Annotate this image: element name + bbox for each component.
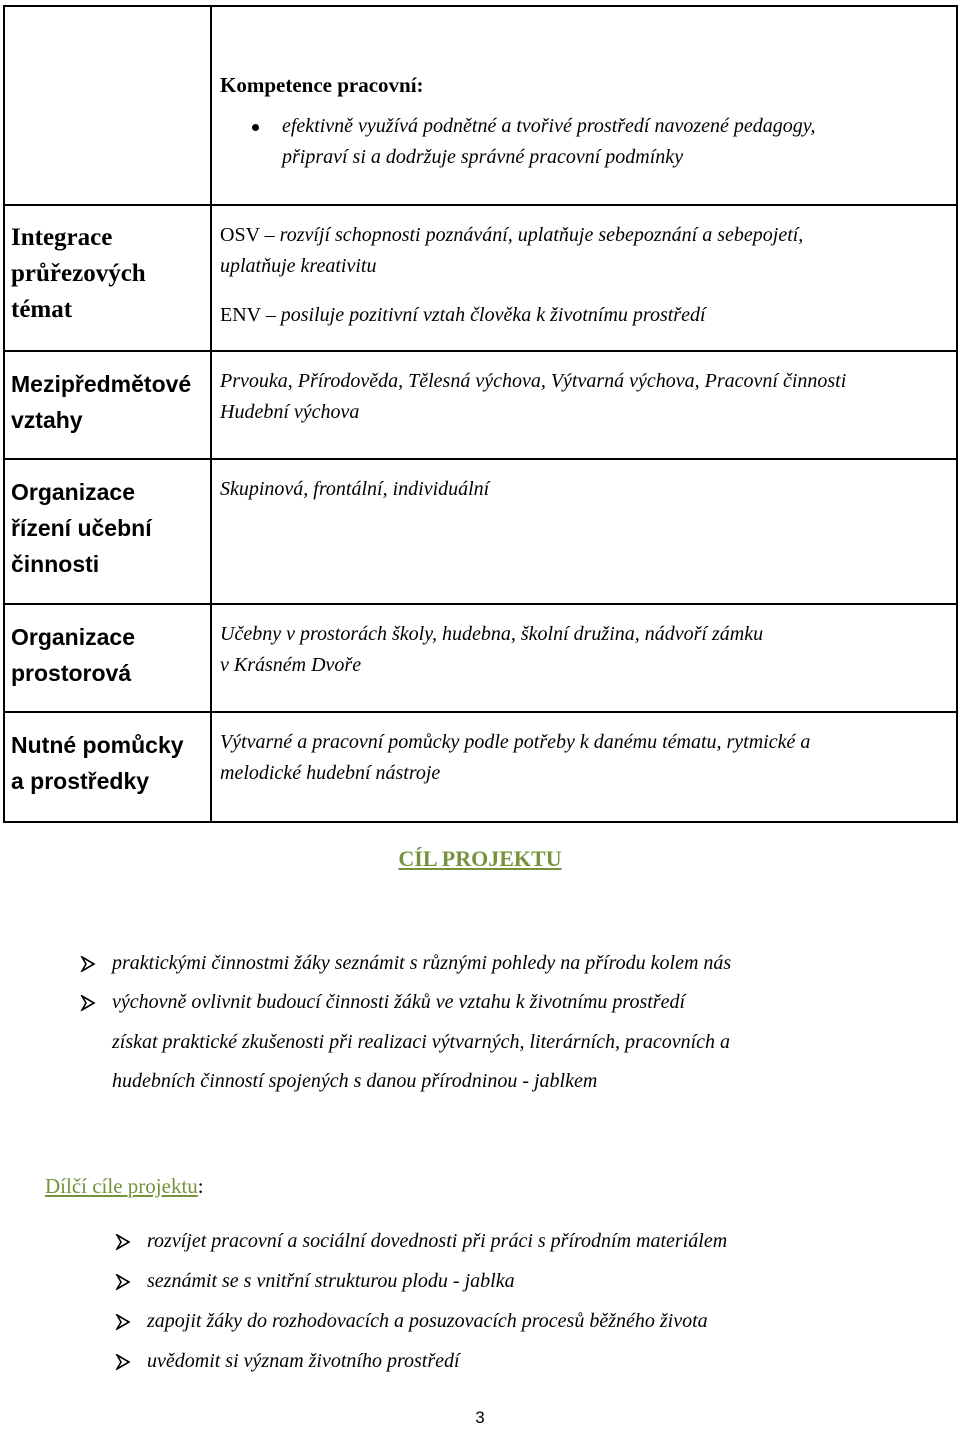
- bullet-dot-icon: [252, 124, 259, 131]
- partial-goal-item: seznámit se s vnitřní strukturou plodu - jablka: [147, 1270, 515, 1292]
- partial-goals-title: Dílčí cíle projektu:: [45, 1174, 204, 1198]
- table-row-organizace-rizeni: [4, 459, 957, 604]
- row-label-organizace-rizeni: Organizace řízení učební činnosti: [4, 459, 211, 604]
- row-value-organizace-prostorova: Učebny v prostorách školy, hudebna, školní družina, nádvoří zámku v Krásném Dvoře: [211, 604, 957, 712]
- row-value-integrace: OSV – rozvíjí schopnosti poznávání, uplatňuje sebepoznání a sebepojetí, uplatňuje kreativitu ENV – posiluje pozitivní vztah člověka k životnímu prostředí: [211, 205, 957, 351]
- arrow-bullet-icon: [115, 1234, 131, 1250]
- table-row-competence: [4, 6, 957, 205]
- row-label-pomucky: Nutné pomůcky a prostředky: [4, 712, 211, 822]
- project-goal-title: CÍL PROJEKTU: [398, 846, 562, 871]
- arrow-bullet-icon: [115, 1314, 131, 1330]
- arrow-bullet-icon: [115, 1354, 131, 1370]
- row-value-organizace-rizeni: Skupinová, frontální, individuální: [211, 459, 957, 604]
- table-row-organizace-prostorova: [4, 604, 957, 712]
- empty-label-cell: [4, 6, 211, 205]
- goal-item-continued: hudebních činností spojených s danou přírodninou - jablkem: [112, 1070, 598, 1092]
- curriculum-table: [3, 5, 958, 823]
- arrow-bullet-icon: [115, 1274, 131, 1290]
- competence-item: efektivně využívá podnětné a tvořivé prostředí navozené pedagogy, připraví si a dodržuje správné pracovní podmínky: [212, 111, 956, 173]
- partial-goal-item: zapojit žáky do rozhodovacích a posuzovacích procesů běžného života: [147, 1310, 708, 1332]
- competence-cell: [211, 6, 957, 205]
- row-label-integrace: Integrace průřezových témat: [4, 205, 211, 351]
- row-value-mezipredmetove: Prvouka, Přírodověda, Tělesná výchova, Výtvarná výchova, Pracovní činnosti Hudební výchova: [211, 351, 957, 459]
- goal-item-continued: získat praktické zkušenosti při realizaci výtvarných, literárních, pracovních a: [112, 1031, 731, 1053]
- arrow-bullet-icon: [80, 956, 96, 972]
- partial-goal-item: rozvíjet pracovní a sociální dovednosti při práci s přírodním materiálem: [147, 1230, 728, 1252]
- table-row-integrace: [4, 205, 957, 351]
- goal-item: praktickými činnostmi žáky seznámit s různými pohledy na přírodu kolem nás: [112, 952, 732, 974]
- table-row-mezipredmetove: [4, 351, 957, 459]
- table-row-pomucky: [4, 712, 957, 822]
- arrow-bullet-icon: [80, 995, 96, 1011]
- row-label-mezipredmetove: Mezipředmětové vztahy: [4, 351, 211, 459]
- partial-goal-item: uvědomit si význam životního prostředí: [147, 1350, 460, 1372]
- competence-heading: Kompetence pracovní:: [220, 73, 424, 97]
- page-number: 3: [475, 1408, 485, 1427]
- competence-list: [212, 111, 956, 173]
- goal-item: výchovně ovlivnit budoucí činnosti žáků ve vztahu k životnímu prostředí: [112, 991, 686, 1013]
- row-label-organizace-prostorova: Organizace prostorová: [4, 604, 211, 712]
- row-value-pomucky: Výtvarné a pracovní pomůcky podle potřeby k danému tématu, rytmické a melodické hudební nástroje: [211, 712, 957, 822]
